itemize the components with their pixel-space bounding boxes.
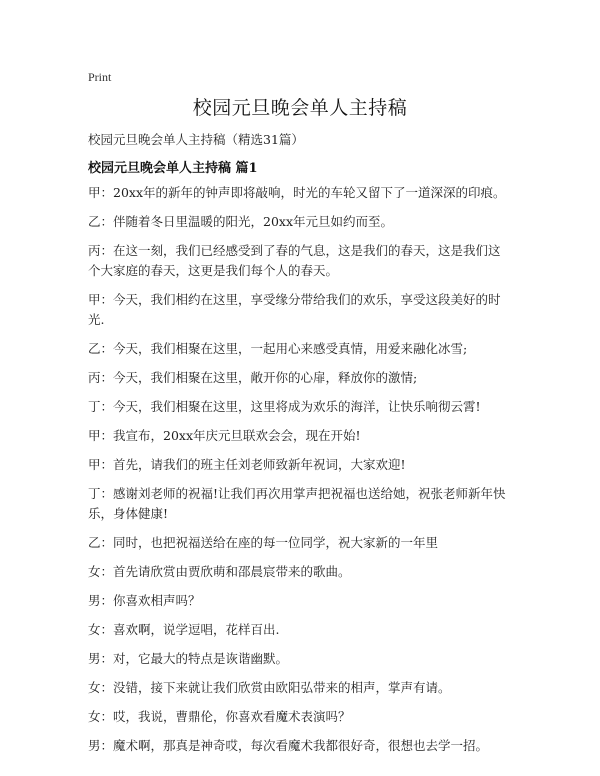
script-line: 甲：首先，请我们的班主任刘老师致新年祝词，大家欢迎! (88, 457, 406, 472)
script-line: 丁：今天，我们相聚在这里，这里将成为欢乐的海洋，让快乐响彻云霄! (88, 399, 481, 414)
script-line: 女：没错，接下来就让我们欣赏由欧阳弘带来的相声，掌声有请。 (88, 680, 451, 695)
print-link[interactable]: Print (88, 70, 112, 84)
page-title: 校园元旦晚会单人主持稿 (192, 97, 408, 119)
script-line: 乙：同时，也把祝福送给在座的每一位同学，祝大家新的一年里 (88, 535, 439, 550)
script-lines (88, 183, 508, 762)
script-line: 乙：今天，我们相聚在这里，一起用心来感受真情，用爱来融化冰雪; (88, 341, 468, 356)
script-line: 丙：今天，我们相聚在这里，敞开你的心扉，释放你的激情; (88, 370, 418, 385)
script-line: 女：喜欢啊，说学逗唱，花样百出. (88, 622, 280, 637)
script-line: 丁：感谢刘老师的祝福!让我们再次用掌声把祝福也送给她，祝张老师新年快乐，身体健康! (88, 486, 506, 521)
script-line: 男：你喜欢相声吗？ (88, 593, 201, 608)
script-line: 女：哎，我说，曹鼎伦，你喜欢看魔术表演吗？ (88, 709, 351, 724)
script-line: 男：对，它最大的特点是诙谐幽默。 (88, 651, 289, 666)
script-line: 甲：我宣布，20xx年庆元旦联欢会会，现在开始! (88, 428, 361, 443)
script-line: 丙：在这一刻，我们已经感受到了春的气息，这是我们的春天，这是我们这个大家庭的春天，这更是我们每个人的春天。 (88, 243, 501, 278)
script-line: 甲：今天，我们相约在这里，享受缘分带给我们的欢乐，享受这段美好的时光. (88, 292, 501, 327)
script-line: 男：魔术啊，那真是神奇哎，每次看魔术我都很好奇，很想也去学一招。 (88, 738, 489, 753)
section-heading: 校园元旦晚会单人主持稿 篇1 (88, 161, 258, 176)
script-line: 甲：20xx年的新年的钟声即将敲响，时光的车轮又留下了一道深深的印痕。 (88, 185, 506, 200)
script-line: 乙：伴随着冬日里温暖的阳光，20xx年元旦如约而至。 (88, 214, 394, 229)
document-subtitle: 校园元旦晚会单人主持稿（精选31篇） (88, 132, 304, 147)
script-line: 女：首先请欣赏由贾欣萌和邵晨宸带来的歌曲。 (88, 564, 351, 579)
